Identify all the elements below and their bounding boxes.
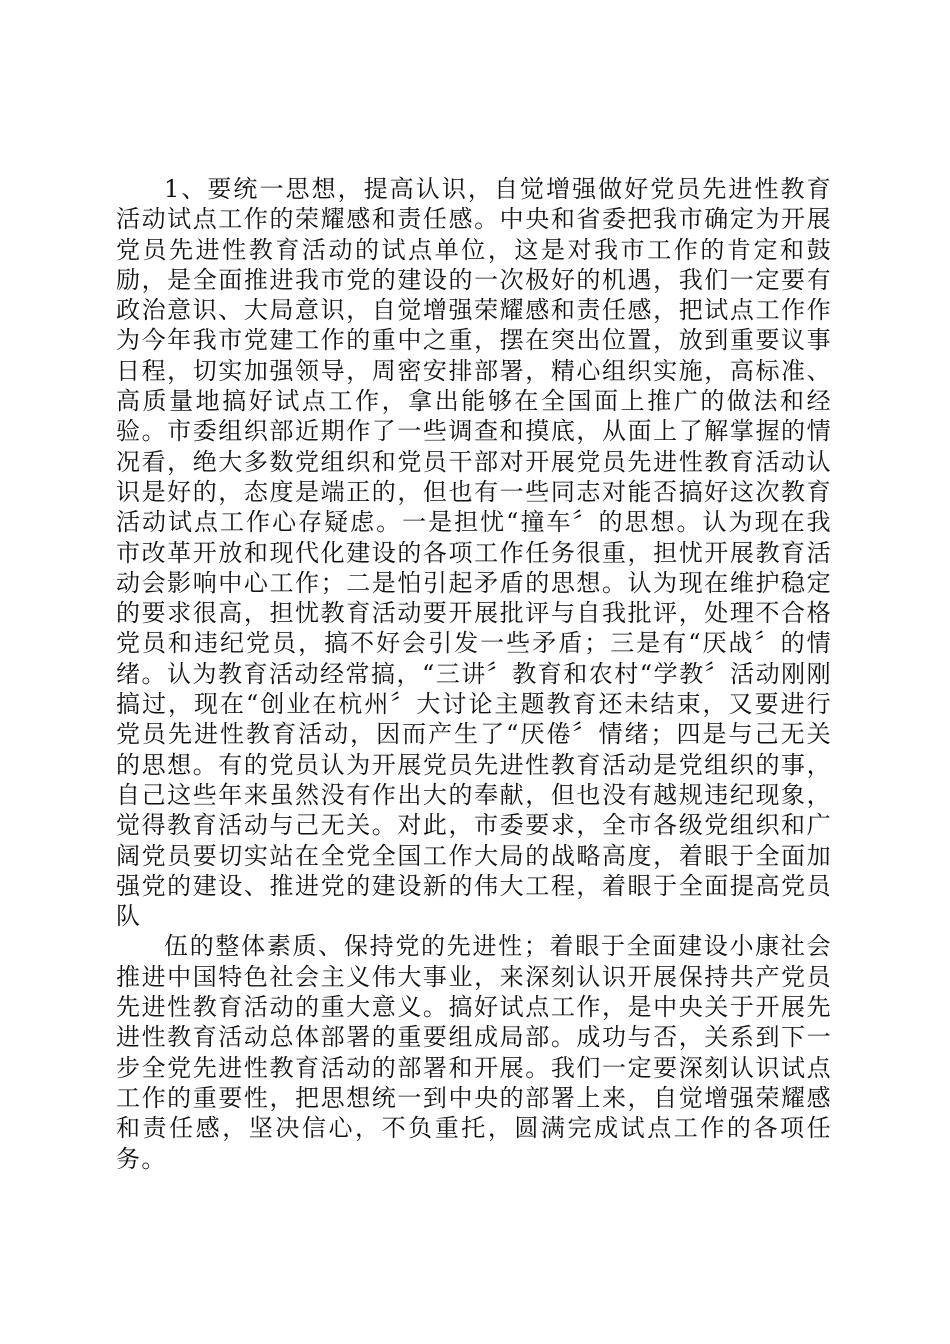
document-body [116, 174, 832, 1174]
paragraph-2: 伍的整体素质、保持党的先进性；着眼于全面建设小康社会推进中国特色社会主义伟大事业，来深刻认识开展保持共产党员先进性教育活动的重大意义。搞好试点工作，是中央关于开展先进性教育活动总体部署的重要组成局部。成功与否，关系到下一步全党先进性教育活动的部署和开展。我们一定要深刻认识试点工作的重要性，把思想统一到中央的部署上来，自觉增强荣耀感和责任感，坚决信心，不负重托，圆满完成试点工作的各项任务。 [116, 932, 832, 1173]
paragraph-1: 1、要统一思想，提高认识，自觉增强做好党员先进性教育活动试点工作的荣耀感和责任感。中央和省委把我市确定为开展党员先进性教育活动的试点单位，这是对我市工作的肯定和鼓励，是全面推进我市党的建设的一次极好的机遇，我们一定要有政治意识、大局意识，自觉增强荣耀感和责任感，把试点工作作为今年我市党建工作的重中之重，摆在突出位置，放到重要议事日程，切实加强领导，周密安排部署，精心组织实施，高标准、高质量地搞好试点工作，拿出能够在全国面上推广的做法和经验。市委组织部近期作了一些调查和摸底，从面上了解掌握的情况看，绝大多数党组织和党员干部对开展党员先进性教育活动认识是好的，态度是端正的，但也有一些同志对能否搞好这次教育活动试点工作心存疑虑。一是担忧“撞车〞的思想。认为现在我市改革开放和现代化建设的各项工作任务很重，担忧开展教育活动会影响中心工作；二是怕引起矛盾的思想。认为现在维护稳定的要求很高，担忧教育活动要开展批评与自我批评，处理不合格党员和违纪党员，搞不好会引发一些矛盾；三是有“厌战〞的情绪。认为教育活动经常搞，“三讲〞教育和农村“学教〞活动刚刚搞过，现在“创业在杭州〞大讨论主题教育还未结束，又要进行党员先进性教育活动，因而产生了“厌倦〞情绪；四是与己无关的思想。有的党员认为开展党员先进性教育活动是党组织的事，自己这些年来虽然没有作出大的奉献，但也没有越规违纪现象，觉得教育活动与己无关。对此，市委要求，全市各级党组织和广阔党员要切实站在全党全国工作大局的战略高度，着眼于全面加强党的建设、推进党的建设新的伟大工程，着眼于全面提高党员队 [116, 175, 832, 931]
